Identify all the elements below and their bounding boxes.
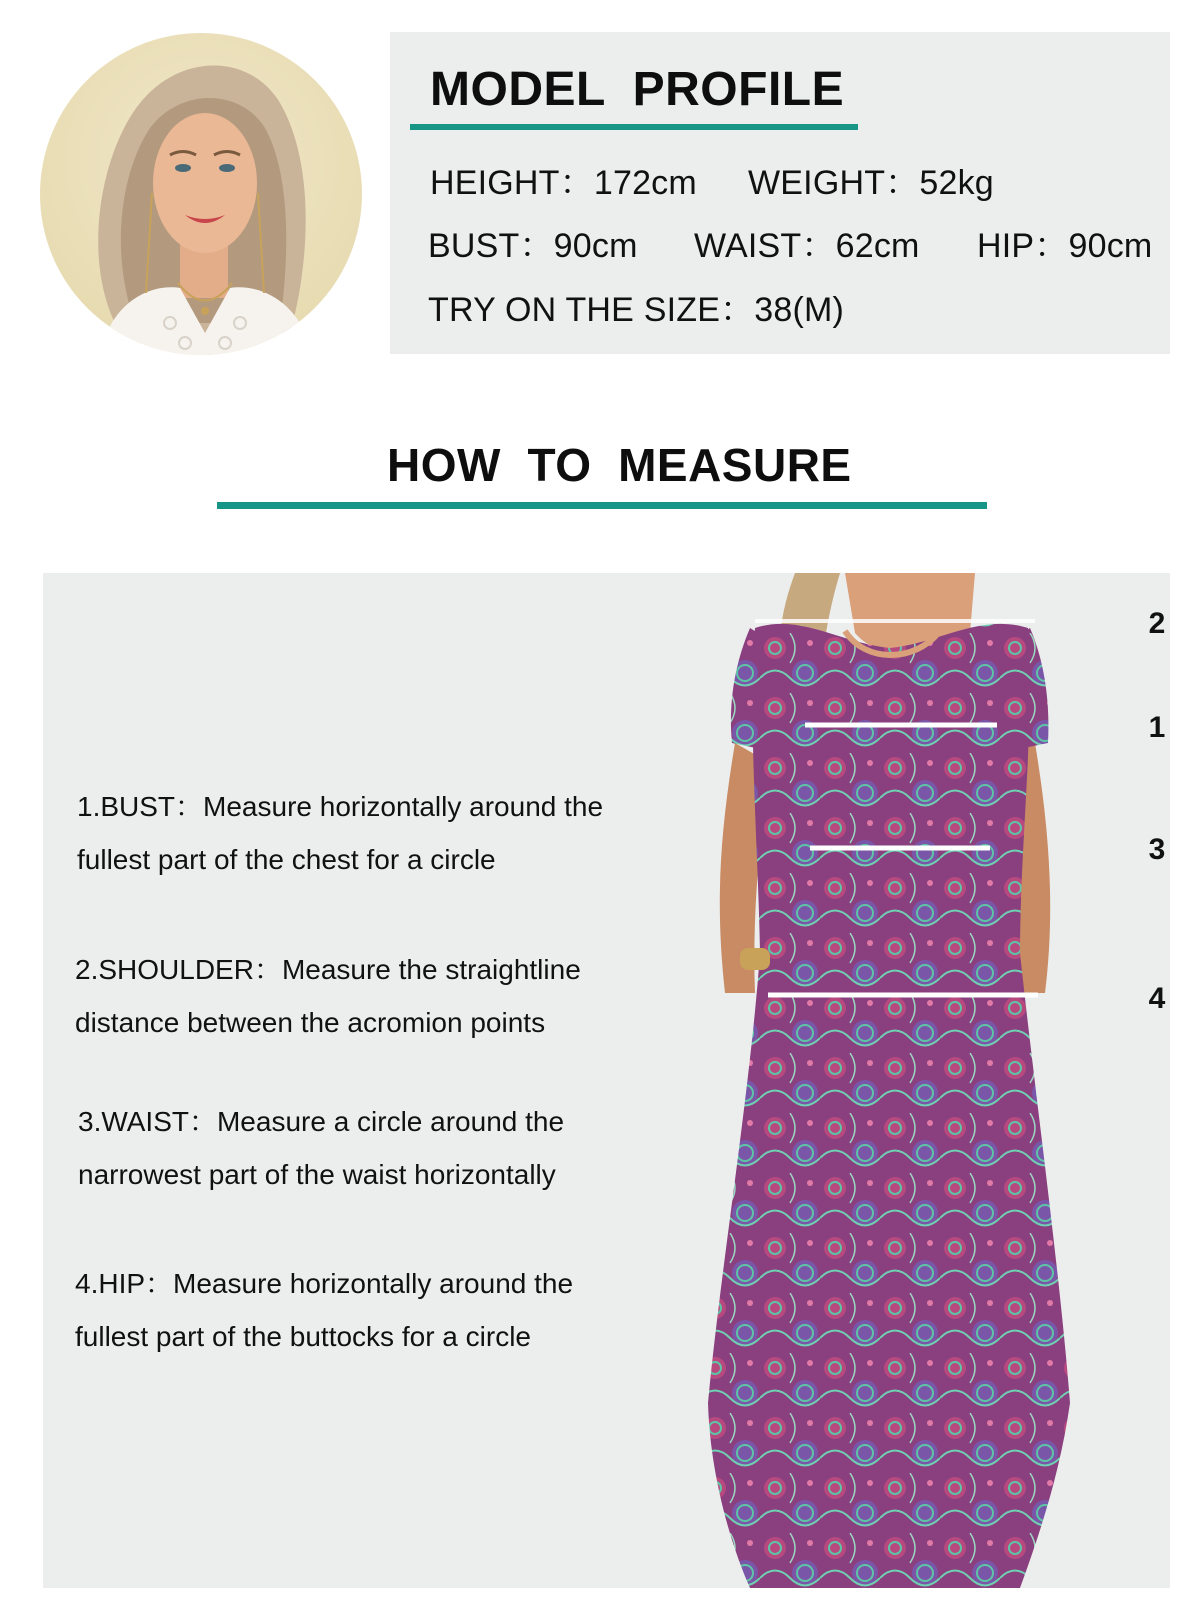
instruction-line: fullest part of the chest for a circle — [77, 844, 496, 875]
hip-stat: HIP：90cm — [977, 227, 1153, 265]
marker-waist: 3 — [1148, 833, 1166, 866]
instruction-line: distance between the acromion points — [75, 1007, 546, 1038]
marker-bust: 1 — [1148, 711, 1166, 744]
model-portrait-image — [40, 33, 362, 355]
bust-stat: BUST：90cm — [428, 227, 638, 265]
instruction-bust — [77, 780, 697, 886]
instruction-line: fullest part of the buttocks for a circle — [75, 1321, 531, 1352]
model-profile-title: MODEL PROFILE — [430, 63, 845, 116]
instruction-waist — [78, 1095, 698, 1201]
height-stat: HEIGHT：172cm — [430, 164, 697, 202]
waist-stat: WAIST：62cm — [694, 227, 920, 265]
instruction-hip — [75, 1257, 695, 1363]
instruction-line: 2.SHOULDER：Measure the straightline — [75, 954, 581, 985]
instruction-line: 4.HIP：Measure horizontally around the — [75, 1268, 574, 1299]
weight-stat: WEIGHT：52kg — [748, 164, 994, 202]
marker-shoulder: 2 — [1148, 607, 1166, 640]
try-on-size-stat: TRY ON THE SIZE：38(M) — [428, 291, 845, 329]
instruction-line: 3.WAIST：Measure a circle around the — [78, 1106, 565, 1137]
marker-hip: 4 — [1148, 982, 1166, 1015]
instruction-line: 1.BUST：Measure horizontally around the — [77, 791, 604, 822]
instruction-line: narrowest part of the waist horizontally — [78, 1159, 556, 1190]
instruction-shoulder — [75, 943, 695, 1049]
title-underline — [410, 124, 858, 130]
title-underline — [217, 502, 987, 509]
dress-photo — [640, 573, 1080, 1588]
how-to-measure-title: HOW TO MEASURE — [387, 439, 852, 491]
model-avatar — [40, 33, 362, 355]
